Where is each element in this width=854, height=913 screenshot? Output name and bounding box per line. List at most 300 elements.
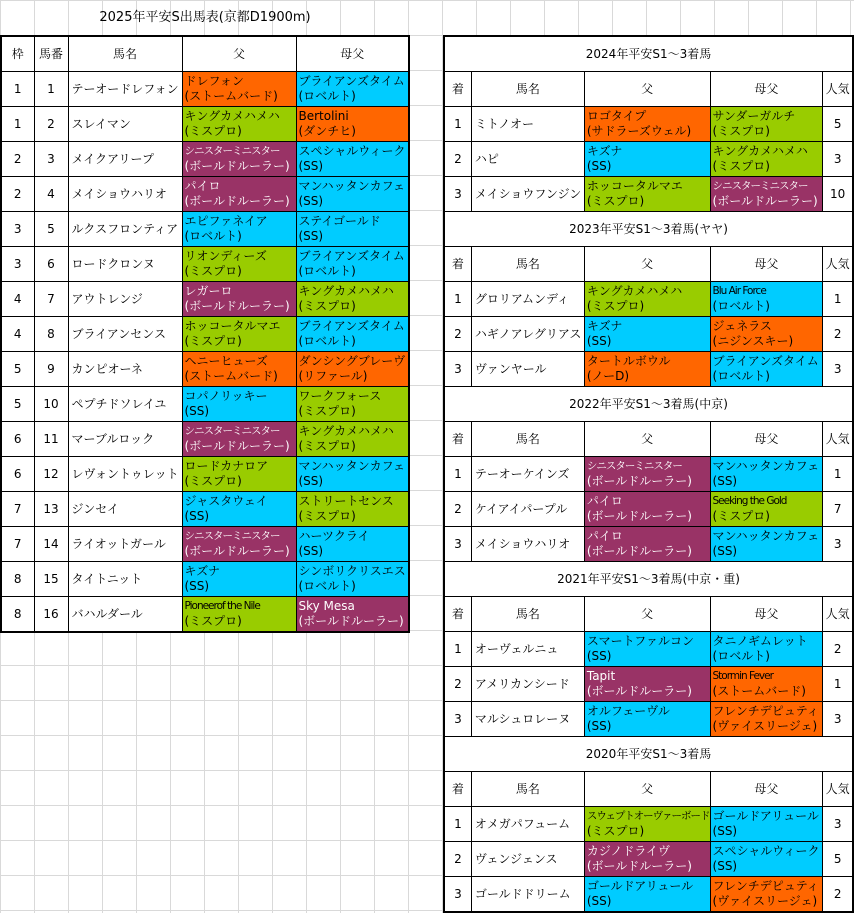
- sire-cell-line: (ボールドルーラー): [586, 474, 692, 488]
- rank-cell[interactable]: 1: [444, 457, 471, 492]
- sire-cell[interactable]: [182, 492, 296, 527]
- popularity-cell[interactable]: 2: [823, 632, 853, 667]
- results-header-row: [444, 597, 853, 632]
- results-header-cell[interactable]: 母父: [710, 422, 823, 457]
- waku-cell[interactable]: 3: [1, 212, 34, 247]
- table-row: [444, 352, 853, 387]
- umaban-cell[interactable]: 8: [34, 317, 68, 352]
- sire-cell[interactable]: [182, 562, 296, 597]
- bms-cell-name: スペシャルウィーク: [712, 844, 820, 858]
- umaban-cell[interactable]: 12: [34, 457, 68, 492]
- sire-cell-line: (ボールドルーラー): [184, 299, 290, 313]
- entry-table: [0, 35, 410, 633]
- bms-cell[interactable]: [296, 352, 409, 387]
- section-title[interactable]: 2022年平安S1～3着馬(中京): [444, 387, 853, 422]
- table-row: [444, 142, 853, 177]
- waku-cell[interactable]: 8: [1, 562, 34, 597]
- horse-name-cell[interactable]: アメリカンシード: [471, 667, 584, 702]
- entry-header-cell[interactable]: 枠: [1, 36, 34, 72]
- results-header-row: [444, 247, 853, 282]
- bms-cell[interactable]: [296, 212, 409, 247]
- umaban-cell[interactable]: 6: [34, 247, 68, 282]
- bms-cell-line: (ミスプロ): [298, 509, 356, 523]
- table-row: [1, 597, 409, 633]
- sire-cell-line: (SS): [184, 404, 210, 418]
- entry-header-cell[interactable]: 馬名: [68, 36, 182, 72]
- horse-name-cell[interactable]: メイショウハリオ: [471, 527, 584, 562]
- sire-cell[interactable]: [584, 877, 710, 913]
- umaban-cell[interactable]: 9: [34, 352, 68, 387]
- entry-header-cell[interactable]: 馬番: [34, 36, 68, 72]
- umaban-cell[interactable]: 1: [34, 72, 68, 107]
- bms-cell[interactable]: [710, 177, 823, 212]
- sire-cell[interactable]: [182, 352, 296, 387]
- rank-cell[interactable]: 3: [444, 352, 471, 387]
- popularity-cell[interactable]: 10: [823, 177, 853, 212]
- sire-cell[interactable]: [584, 457, 710, 492]
- bms-cell-line: (ロベルト): [298, 579, 356, 593]
- bms-cell-line: (ミスプロ): [298, 299, 356, 313]
- sire-cell[interactable]: [182, 212, 296, 247]
- bms-cell[interactable]: [710, 492, 823, 527]
- bms-cell[interactable]: [710, 142, 823, 177]
- horse-name-cell[interactable]: ブライアンセンス: [68, 317, 182, 352]
- sire-cell-name: キズナ: [586, 144, 623, 158]
- bms-cell-name: キングカメハメハ: [712, 144, 808, 158]
- bms-cell-name: ワークフォース: [298, 389, 382, 403]
- umaban-cell[interactable]: 10: [34, 387, 68, 422]
- table-row: [444, 177, 853, 212]
- sire-cell[interactable]: [584, 282, 710, 317]
- rank-cell[interactable]: 2: [444, 142, 471, 177]
- entry-header-row: [1, 36, 409, 72]
- results-header-cell[interactable]: 馬名: [471, 247, 584, 282]
- table-row: [1, 282, 409, 317]
- bms-cell[interactable]: [710, 702, 823, 737]
- horse-name-cell[interactable]: ミトノオー: [471, 107, 584, 142]
- entry-header-cell[interactable]: 父: [182, 36, 296, 72]
- sire-cell-name: キズナ: [586, 319, 623, 333]
- rank-cell[interactable]: 1: [444, 632, 471, 667]
- bms-cell-name: キングカメハメハ: [298, 284, 394, 298]
- umaban-cell[interactable]: 4: [34, 177, 68, 212]
- umaban-cell[interactable]: 13: [34, 492, 68, 527]
- sire-cell[interactable]: [182, 107, 296, 142]
- sire-cell[interactable]: [584, 702, 710, 737]
- results-header-cell[interactable]: 馬名: [471, 597, 584, 632]
- results-header-cell[interactable]: 父: [584, 247, 710, 282]
- popularity-cell[interactable]: 7: [823, 492, 853, 527]
- waku-cell[interactable]: 6: [1, 422, 34, 457]
- sire-cell-line: (ストームバード): [184, 89, 278, 103]
- sire-cell-line: (ロベルト): [184, 229, 242, 243]
- bms-cell[interactable]: [296, 422, 409, 457]
- bms-cell[interactable]: [710, 352, 823, 387]
- bms-cell[interactable]: [296, 317, 409, 352]
- rank-cell[interactable]: 3: [444, 527, 471, 562]
- rank-cell[interactable]: 2: [444, 667, 471, 702]
- bms-cell-line: (ロベルト): [712, 299, 770, 313]
- rank-cell[interactable]: 1: [444, 807, 471, 842]
- horse-name-cell[interactable]: ペプチドソレイユ: [68, 387, 182, 422]
- sire-cell-line: (ミスプロ): [586, 299, 645, 313]
- results-header-cell[interactable]: 着: [444, 422, 471, 457]
- results-header-cell[interactable]: 人気: [823, 772, 853, 807]
- bms-cell-line: (SS): [712, 474, 738, 488]
- horse-name-cell[interactable]: オーヴェルニュ: [471, 632, 584, 667]
- bms-cell[interactable]: [710, 807, 823, 842]
- sire-cell[interactable]: [584, 142, 710, 177]
- bms-cell-name: ステイゴールド: [298, 214, 381, 228]
- results-header-cell[interactable]: 着: [444, 247, 471, 282]
- bms-cell-line: (ストームバード): [712, 684, 806, 698]
- sire-cell-name: ヘニーヒューズ: [184, 354, 268, 368]
- popularity-cell[interactable]: 1: [823, 282, 853, 317]
- bms-cell[interactable]: [296, 562, 409, 597]
- sire-cell-name: ホッコータルマエ: [586, 179, 683, 193]
- rank-cell[interactable]: 3: [444, 177, 471, 212]
- bms-cell-line: (ロベルト): [298, 334, 356, 348]
- sire-cell[interactable]: [584, 527, 710, 562]
- bms-cell-name: サンダーガルチ: [712, 109, 796, 123]
- bms-cell[interactable]: [296, 142, 409, 177]
- waku-cell[interactable]: 8: [1, 597, 34, 633]
- bms-cell[interactable]: [710, 632, 823, 667]
- rank-cell[interactable]: 1: [444, 107, 471, 142]
- results-header-cell[interactable]: 馬名: [471, 772, 584, 807]
- popularity-cell[interactable]: 2: [823, 317, 853, 352]
- sire-cell-line: (ミスプロ): [184, 614, 242, 628]
- bms-cell-line: (SS): [298, 474, 324, 488]
- sire-cell-name: Pioneerof the Nile: [184, 600, 260, 612]
- horse-name-cell[interactable]: オメガパフューム: [471, 807, 584, 842]
- bms-cell-name: ゴールドアリュール: [712, 809, 819, 823]
- sire-cell-line: (ノーD): [586, 369, 630, 383]
- rank-cell[interactable]: 2: [444, 842, 471, 877]
- bms-cell-name: Bertolini: [298, 109, 349, 123]
- waku-cell[interactable]: 2: [1, 177, 34, 212]
- waku-cell[interactable]: 2: [1, 142, 34, 177]
- bms-cell-line: (ロベルト): [712, 649, 770, 663]
- section-title[interactable]: 2021年平安S1～3着馬(中京・重): [444, 562, 853, 597]
- horse-name-cell[interactable]: メイクアリープ: [68, 142, 182, 177]
- sire-cell[interactable]: [584, 492, 710, 527]
- horse-name-cell[interactable]: ハギノアレグリアス: [471, 317, 584, 352]
- results-header-cell[interactable]: 馬名: [471, 422, 584, 457]
- table-row: [444, 457, 853, 492]
- bms-cell-line: (ニジンスキー): [712, 334, 794, 348]
- waku-cell[interactable]: 1: [1, 72, 34, 107]
- horse-name-cell[interactable]: マルシュロレーヌ: [471, 702, 584, 737]
- bms-cell[interactable]: [296, 282, 409, 317]
- sire-cell-line: (ミスプロ): [586, 824, 645, 838]
- horse-name-cell[interactable]: マーブルロック: [68, 422, 182, 457]
- sire-cell-name: ホッコータルマエ: [184, 319, 281, 333]
- bms-cell[interactable]: [710, 667, 823, 702]
- umaban-cell[interactable]: 2: [34, 107, 68, 142]
- bms-cell[interactable]: [710, 457, 823, 492]
- results-header-cell[interactable]: 人気: [823, 72, 853, 107]
- results-header-cell[interactable]: 父: [584, 422, 710, 457]
- rank-cell[interactable]: 1: [444, 282, 471, 317]
- popularity-cell[interactable]: 5: [823, 107, 853, 142]
- horse-name-cell[interactable]: テーオードレフォン: [68, 72, 182, 107]
- sire-cell-name: オルフェーヴル: [586, 704, 670, 718]
- table-row: [1, 457, 409, 492]
- bms-cell[interactable]: [710, 282, 823, 317]
- table-row: [1, 562, 409, 597]
- horse-name-cell[interactable]: ライオットガール: [68, 527, 182, 562]
- section-title-row: [444, 737, 853, 772]
- umaban-cell[interactable]: 7: [34, 282, 68, 317]
- results-header-cell[interactable]: 母父: [710, 597, 823, 632]
- bms-cell-name: ジェネラス: [712, 319, 772, 333]
- horse-name-cell[interactable]: ハピ: [471, 142, 584, 177]
- sire-cell[interactable]: [182, 247, 296, 282]
- popularity-cell[interactable]: 2: [823, 877, 853, 913]
- horse-name-cell[interactable]: ゴールドドリーム: [471, 877, 584, 913]
- results-header-cell[interactable]: 人気: [823, 247, 853, 282]
- sire-cell-name: ジャスタウェイ: [184, 494, 268, 508]
- bms-cell-line: (ミスプロ): [298, 439, 356, 453]
- results-header-cell[interactable]: 馬名: [471, 72, 584, 107]
- bms-cell-name: ブライアンズタイム: [712, 354, 819, 368]
- bms-cell-name: マンハッタンカフェ: [298, 179, 406, 193]
- rank-cell[interactable]: 3: [444, 702, 471, 737]
- sire-cell-line: (ストームバード): [184, 369, 278, 383]
- sire-cell-line: (SS): [586, 719, 612, 733]
- bms-cell-name: ブライアンズタイム: [298, 74, 405, 88]
- sire-cell-line: (ミスプロ): [184, 124, 242, 138]
- umaban-cell[interactable]: 14: [34, 527, 68, 562]
- sire-cell-name: タートルボウル: [586, 354, 671, 368]
- bms-cell[interactable]: [710, 107, 823, 142]
- sire-cell-line: (ミスプロ): [184, 334, 242, 348]
- sheet-title: 2025年平安S出馬表(京都D1900m): [99, 10, 311, 25]
- bms-cell-line: (ロベルト): [298, 89, 356, 103]
- rank-cell[interactable]: 3: [444, 877, 471, 913]
- bms-cell[interactable]: [710, 527, 823, 562]
- results-header-cell[interactable]: 母父: [710, 72, 823, 107]
- results-header-cell[interactable]: 人気: [823, 422, 853, 457]
- sire-cell[interactable]: [182, 282, 296, 317]
- horse-name-cell[interactable]: タイトニット: [68, 562, 182, 597]
- sire-cell[interactable]: [584, 667, 710, 702]
- section-title[interactable]: 2020年平安S1～3着馬: [444, 737, 853, 772]
- sire-cell-line: (ボールドルーラー): [586, 684, 692, 698]
- results-header-cell[interactable]: 父: [584, 772, 710, 807]
- bms-cell[interactable]: [710, 317, 823, 352]
- popularity-cell[interactable]: 5: [823, 842, 853, 877]
- sire-cell[interactable]: [182, 177, 296, 212]
- bms-cell-line: (ダンチヒ): [298, 124, 356, 138]
- umaban-cell[interactable]: 15: [34, 562, 68, 597]
- sire-cell-name: スウェプトオーヴァーボード: [586, 810, 710, 822]
- results-header-cell[interactable]: 父: [584, 72, 710, 107]
- sire-cell[interactable]: [182, 597, 296, 633]
- table-row: [444, 492, 853, 527]
- horse-name-cell[interactable]: アウトレンジ: [68, 282, 182, 317]
- horse-name-cell[interactable]: バハルダール: [68, 597, 182, 633]
- waku-cell[interactable]: 4: [1, 282, 34, 317]
- table-row: [444, 807, 853, 842]
- bms-cell-name: シンボリクリスエス: [298, 564, 406, 578]
- table-row: [444, 877, 853, 913]
- sire-cell-line: (ボールドルーラー): [184, 439, 290, 453]
- sire-cell[interactable]: [584, 352, 710, 387]
- table-row: [1, 177, 409, 212]
- results-header-cell[interactable]: 着: [444, 597, 471, 632]
- bms-cell-line: (SS): [712, 824, 738, 838]
- sire-cell-name: カジノドライヴ: [586, 844, 671, 858]
- umaban-cell[interactable]: 16: [34, 597, 68, 633]
- sire-cell[interactable]: [584, 177, 710, 212]
- popularity-cell[interactable]: 1: [823, 457, 853, 492]
- bms-cell[interactable]: [710, 877, 823, 913]
- waku-cell[interactable]: 3: [1, 247, 34, 282]
- section-title-row: [444, 562, 853, 597]
- waku-cell[interactable]: 5: [1, 387, 34, 422]
- section-title[interactable]: 2024年平安S1～3着馬: [444, 36, 853, 72]
- bms-cell[interactable]: [296, 107, 409, 142]
- bms-cell-line: (ミスプロ): [712, 509, 770, 523]
- sire-cell[interactable]: [584, 632, 710, 667]
- sire-cell-line: (ボールドルーラー): [586, 859, 692, 873]
- horse-name-cell[interactable]: メイショウフンジン: [471, 177, 584, 212]
- sire-cell[interactable]: [584, 317, 710, 352]
- sire-cell-name: レガーロ: [184, 284, 233, 298]
- rank-cell[interactable]: 2: [444, 492, 471, 527]
- horse-name-cell[interactable]: ヴァンヤール: [471, 352, 584, 387]
- past-results-table: [443, 35, 854, 913]
- results-header-cell[interactable]: 母父: [710, 247, 823, 282]
- popularity-cell[interactable]: 1: [823, 667, 853, 702]
- bms-cell[interactable]: [296, 247, 409, 282]
- table-row: [1, 527, 409, 562]
- horse-name-cell[interactable]: ケイアイパープル: [471, 492, 584, 527]
- bms-cell-line: (SS): [712, 544, 738, 558]
- table-row: [1, 142, 409, 177]
- horse-name-cell[interactable]: ジンセイ: [68, 492, 182, 527]
- waku-cell[interactable]: 5: [1, 352, 34, 387]
- bms-cell[interactable]: [296, 597, 409, 633]
- bms-cell-name: マンハッタンカフェ: [712, 529, 820, 543]
- rank-cell[interactable]: 2: [444, 317, 471, 352]
- bms-cell-name: Sky Mesa: [298, 599, 355, 613]
- horse-name-cell[interactable]: テーオーケインズ: [471, 457, 584, 492]
- sire-cell-line: (SS): [586, 649, 612, 663]
- waku-cell[interactable]: 6: [1, 457, 34, 492]
- popularity-cell[interactable]: 3: [823, 527, 853, 562]
- bms-cell[interactable]: [710, 842, 823, 877]
- table-row: [444, 317, 853, 352]
- sire-cell-line: (ボールドルーラー): [184, 194, 290, 208]
- bms-cell-line: (ヴァイスリージェ): [712, 894, 818, 908]
- results-header-cell[interactable]: 父: [584, 597, 710, 632]
- sire-cell-name: Tapit: [586, 669, 616, 683]
- sire-cell-line: (ミスプロ): [184, 264, 242, 278]
- table-row: [1, 212, 409, 247]
- bms-cell[interactable]: [296, 387, 409, 422]
- sire-cell-line: (SS): [184, 509, 210, 523]
- sire-cell-name: ゴールドアリュール: [586, 879, 694, 893]
- bms-cell[interactable]: [296, 492, 409, 527]
- umaban-cell[interactable]: 11: [34, 422, 68, 457]
- section-title-row: [444, 36, 853, 72]
- bms-cell-line: (ミスプロ): [298, 404, 356, 418]
- table-row: [444, 107, 853, 142]
- sire-cell[interactable]: [182, 317, 296, 352]
- umaban-cell[interactable]: 3: [34, 142, 68, 177]
- results-header-row: [444, 422, 853, 457]
- sire-cell[interactable]: [182, 387, 296, 422]
- umaban-cell[interactable]: 5: [34, 212, 68, 247]
- bms-cell-name: シニスターミニスター: [712, 180, 808, 192]
- results-header-cell[interactable]: 着: [444, 772, 471, 807]
- horse-name-cell[interactable]: ロードクロンヌ: [68, 247, 182, 282]
- bms-cell[interactable]: [296, 72, 409, 107]
- section-title[interactable]: 2023年平安S1～3着馬(ヤヤ): [444, 212, 853, 247]
- horse-name-cell[interactable]: ヴェンジェンス: [471, 842, 584, 877]
- results-header-cell[interactable]: 人気: [823, 597, 853, 632]
- sire-cell[interactable]: [584, 842, 710, 877]
- bms-cell-line: (ボールドルーラー): [298, 614, 404, 628]
- sire-cell[interactable]: [182, 72, 296, 107]
- sire-cell-line: (SS): [586, 894, 612, 908]
- sire-cell-line: (SS): [184, 579, 210, 593]
- bms-cell-line: (ミスプロ): [712, 159, 770, 173]
- popularity-cell[interactable]: 3: [823, 702, 853, 737]
- table-row: [1, 352, 409, 387]
- waku-cell[interactable]: 4: [1, 317, 34, 352]
- results-header-cell[interactable]: 着: [444, 72, 471, 107]
- bms-cell-name: Stormin Fever: [712, 670, 773, 682]
- bms-cell-line: (SS): [298, 159, 324, 173]
- waku-cell[interactable]: 1: [1, 107, 34, 142]
- horse-name-cell[interactable]: レヴォントゥレット: [68, 457, 182, 492]
- sire-cell[interactable]: [182, 422, 296, 457]
- waku-cell[interactable]: 7: [1, 492, 34, 527]
- sire-cell-name: キズナ: [184, 564, 221, 578]
- results-header-cell[interactable]: 母父: [710, 772, 823, 807]
- popularity-cell[interactable]: 3: [823, 352, 853, 387]
- horse-name-cell[interactable]: カンピオーネ: [68, 352, 182, 387]
- table-row: [444, 842, 853, 877]
- popularity-cell[interactable]: 3: [823, 142, 853, 177]
- sire-cell[interactable]: [182, 142, 296, 177]
- sire-cell-name: パイロ: [184, 179, 221, 193]
- waku-cell[interactable]: 7: [1, 527, 34, 562]
- sire-cell[interactable]: [584, 107, 710, 142]
- bms-cell[interactable]: [296, 177, 409, 212]
- horse-name-cell[interactable]: ルクスフロンティア: [68, 212, 182, 247]
- horse-name-cell[interactable]: メイショウハリオ: [68, 177, 182, 212]
- bms-cell[interactable]: [296, 457, 409, 492]
- entry-header-cell[interactable]: 母父: [296, 36, 409, 72]
- popularity-cell[interactable]: 3: [823, 807, 853, 842]
- table-row: [1, 422, 409, 457]
- bms-cell[interactable]: [296, 527, 409, 562]
- bms-cell-line: (SS): [298, 194, 324, 208]
- horse-name-cell[interactable]: グロリアムンディ: [471, 282, 584, 317]
- sire-cell-name: コパノリッキー: [184, 389, 268, 403]
- sire-cell[interactable]: [182, 457, 296, 492]
- sire-cell[interactable]: [584, 807, 710, 842]
- table-row: [1, 107, 409, 142]
- sire-cell[interactable]: [182, 527, 296, 562]
- horse-name-cell[interactable]: スレイマン: [68, 107, 182, 142]
- table-row: [1, 387, 409, 422]
